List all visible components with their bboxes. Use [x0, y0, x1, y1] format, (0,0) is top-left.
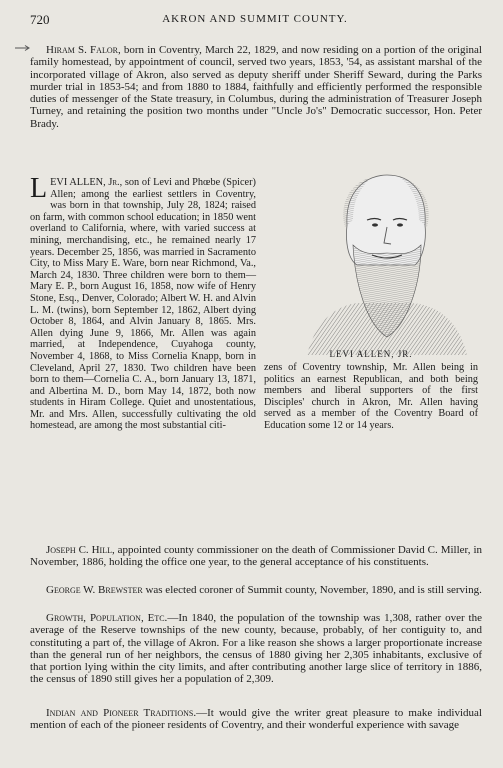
hill-entry: [30, 544, 482, 569]
running-head: AKRON AND SUMMIT COUNTY.: [162, 13, 348, 25]
falor-biography: [30, 44, 482, 130]
portrait-engraving-icon: [287, 165, 482, 355]
allen-text-right: zens of Coventry township, Mr. Allen being in politics an earnest Republican, and both being members and liberal supporters of the first Disciples' church in Akron, Mr. Allen having served as a member of the Coventry Board of Education some 12 or 14 years.: [264, 362, 478, 431]
allen-dropcap: L: [30, 173, 48, 204]
portrait-caption: LEVI ALLEN, JR.: [329, 349, 413, 359]
growth-text: —In 1840, the population of the township was 1,308, rather over the average of the Reserve townships of the new county, because, probably, of her contiguity to, and constituting a part of, the village of Akron. For a like reason she shows a larger proportionate increase than the general run of her neighbors, the census of 1880 giving her 2,305 inhabitants, exclusive of that portion lying within the city limits, and after contributing another large slice of territory in 1886, the census of 1890 still gives her a population of 2,309.: [30, 612, 482, 686]
allen-biography-left-column: [30, 173, 256, 432]
allen-name: EVI ALLEN, Jr.: [50, 177, 120, 188]
falor-text: , born in Coventry, March 22, 1829, and now residing on a portion of the original family homestead, by appointment of council, served two years, 1853, '54, as assistant marshal of the incorporated village of Akron, also served as deputy sheriff under Sheriff Seward, during the Parks murder trial in 1853-54; and from 1880 to 1884, faithfully and efficiently performed the responsible duties of messenger of the State treasury, in Columbus, during the administration of Treasurer Joseph Turney, and retaining the position two months under "Uncle Jo's" Democratic successor, Hon. Peter Brady.: [30, 44, 482, 130]
hill-name: Joseph C. Hill: [46, 544, 112, 556]
brewster-name: George W. Brewster: [46, 584, 143, 596]
hill-text: , appointed county commissioner on the death of Commissioner David C. Miller, in November, 1886, holding the office one year, to the general acceptance of his constituents.: [30, 544, 483, 569]
traditions-heading: Indian and Pioneer Traditions.: [46, 707, 197, 719]
traditions-text: —It would give the writer great pleasure to make individual mention of each of the pioneer residents of Coventry, and their wonderful experience with savage: [30, 707, 482, 732]
growth-heading: Growth, Population, Etc.: [46, 612, 168, 624]
growth-population-section: [30, 612, 482, 686]
page-number: 720: [30, 12, 50, 27]
allen-text-left: , son of Levi and Phœbe (Spicer) Allen; among the earliest settlers in Coventry, was born in that township, July 28, 1824; raised on farm, with common school education; in 1850 went overland to California, where, with varied success at mining, merchandising, etc., he remained nearly 17 years. December 25, 1856, was married in Sacramento City, to Miss Mary E. Ware, born near Richmond, Va., March 24, 1830. Three children were born to them—Mary E. P., born August 16, 1858, now wife of Henry Stone, Esq., Denver, Colorado; Albert W. H. and Alvin L. M. (twins), born September 12, 1862, Albert dying October 8, 1864, and Alvin January 8, 1865. Mrs. Allen dying June 9, 1866, Mr. Allen was again married, at Independence, Cuyahoga county, November 4, 1868, to Miss Cornelia Knapp, born in Cleveland, April 27, 1830. Two children have been born to them—Cornelia C. A., born January 13, 1871, and Albertina M. D., born May 14, 1872, both now students in Hiram College. Quiet and unostentatious, Mr. and Mrs. Allen, successfully cultivating the old homestead, are among the most substantial citi-: [30, 177, 256, 432]
page-header: [30, 12, 480, 30]
falor-name: Hiram S. Falor: [46, 44, 118, 56]
traditions-section: [30, 707, 482, 732]
brewster-text: was elected coroner of Summit county, November, 1890, and is still serving.: [142, 584, 482, 596]
brewster-entry: [30, 584, 482, 596]
allen-biography-right-column: [264, 362, 478, 432]
levi-allen-portrait: [287, 165, 482, 355]
